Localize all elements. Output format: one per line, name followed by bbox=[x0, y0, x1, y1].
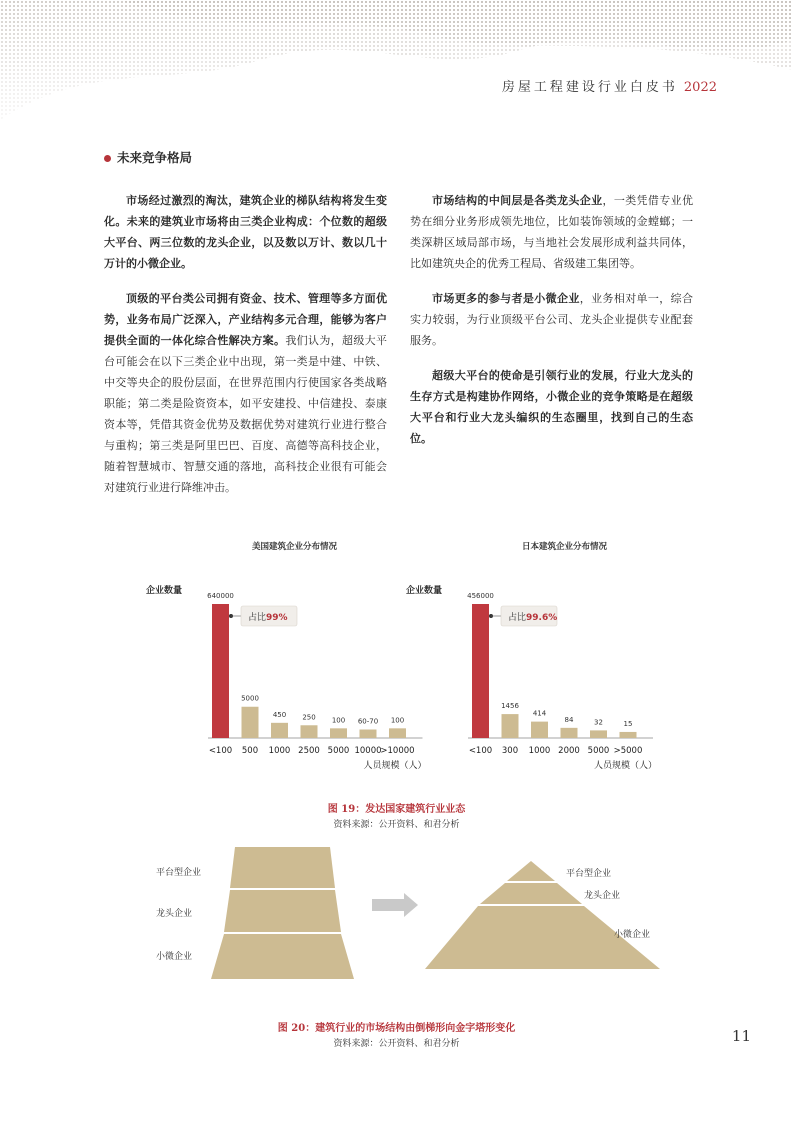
data-label-3: 84 bbox=[564, 715, 574, 724]
data-label-6: 100 bbox=[390, 716, 405, 725]
bar-3 bbox=[301, 725, 318, 738]
x-axis-label: 人员规模（人） bbox=[593, 761, 657, 771]
tick-label-4: 5000 bbox=[327, 746, 350, 756]
left-paragraph-1: 市场经过激烈的淘汰，建筑企业的梯队结构将发生变化。未来的建筑业市场将由三类企业构成：个位数的超级大平台、两三位数的龙头企业，以及数以万计、数以几十万计的小微企业。 bbox=[104, 194, 387, 270]
data-label-1: 1456 bbox=[501, 702, 519, 711]
japan-chart-svg bbox=[400, 536, 690, 781]
annotation-value: 99.6% bbox=[526, 613, 558, 623]
pyramid-middle bbox=[480, 883, 582, 904]
header-title bbox=[502, 76, 717, 95]
right-paragraph-1-bold: 市场结构的中间层是各类龙头企业 bbox=[432, 194, 603, 207]
bar-3 bbox=[561, 728, 578, 738]
tick-label-3: 2500 bbox=[298, 746, 320, 756]
right-label-small: 小微企业 bbox=[614, 930, 651, 940]
data-label-5: 60-70 bbox=[357, 717, 379, 726]
inverted-trapezoid-bottom bbox=[211, 934, 354, 979]
x-axis-label: 人员规模（人） bbox=[363, 761, 427, 771]
bar-1 bbox=[502, 714, 519, 738]
left-paragraph-2-bold: 顶级的平台类公司拥有资金、技术、管理等多方面优势，业务布局广泛深入，产业结构多元合理，能够为客户提供全面的一体化综合性解决方案。 bbox=[104, 292, 387, 347]
figure-20-title: 图 20：建筑行业的市场结构由倒梯形向金字塔形变化 bbox=[277, 1023, 516, 1034]
header-title-text: 房屋工程建设行业白皮书 bbox=[501, 80, 678, 95]
tick-label-2: 1000 bbox=[268, 746, 291, 756]
bar-5 bbox=[620, 732, 637, 738]
us-chart bbox=[140, 536, 430, 781]
bar-4 bbox=[330, 728, 347, 738]
section-title: 未来竞争格局 bbox=[117, 150, 193, 165]
bar-4 bbox=[590, 730, 607, 738]
data-label-0: 640000 bbox=[207, 592, 234, 600]
pyramid-top bbox=[507, 861, 555, 881]
data-label-5: 15 bbox=[623, 719, 633, 728]
left-label-small: 小微企业 bbox=[156, 952, 193, 962]
left-label-platform: 平台型企业 bbox=[156, 868, 202, 878]
tick-label-0: <100 bbox=[468, 746, 493, 756]
tick-label-5: >5000 bbox=[613, 746, 643, 756]
japan-chart bbox=[400, 536, 690, 781]
tick-label-4: 5000 bbox=[587, 746, 610, 756]
y-axis-label: 企业数量 bbox=[146, 586, 183, 596]
figure-20-caption bbox=[0, 1019, 793, 1049]
bar-0 bbox=[212, 604, 229, 738]
market-structure-diagram bbox=[0, 835, 793, 985]
data-label-3: 250 bbox=[302, 713, 316, 722]
tick-label-5: 10000 bbox=[354, 746, 382, 756]
arrow-right-icon bbox=[372, 893, 418, 917]
chart-title: 日本建筑企业分布情况 bbox=[522, 542, 608, 552]
tick-label-1: 500 bbox=[241, 746, 259, 756]
data-label-2: 414 bbox=[532, 709, 547, 718]
tick-label-3: 2000 bbox=[558, 746, 580, 756]
bullet-dot-icon bbox=[104, 155, 111, 162]
figure-20-source: 资料来源：公开资料、和君分析 bbox=[333, 1039, 460, 1049]
section-heading bbox=[104, 148, 192, 166]
annotation-text bbox=[248, 611, 288, 623]
bar-0 bbox=[472, 604, 489, 738]
inverted-trapezoid-top bbox=[230, 847, 335, 888]
data-label-2: 450 bbox=[272, 710, 287, 719]
left-column bbox=[104, 190, 387, 512]
right-label-platform: 平台型企业 bbox=[566, 869, 612, 879]
us-chart-svg bbox=[140, 536, 430, 781]
annotation-prefix: 占比 bbox=[248, 613, 267, 623]
tick-label-0: <100 bbox=[208, 746, 233, 756]
figure-19-caption bbox=[0, 800, 793, 830]
right-column bbox=[410, 190, 693, 463]
bar-2 bbox=[271, 723, 288, 738]
data-label-1: 5000 bbox=[241, 694, 259, 703]
right-paragraph-2-rest: ，业务相对单一，综合实力较弱，为行业顶级平台公司、龙头企业提供专业配套服务。 bbox=[410, 292, 694, 347]
annotation-text bbox=[508, 611, 557, 623]
left-paragraph-2-rest: 我们认为，超级大平台可能会在以下三类企业中出现，第一类是中建、中铁、中交等央企的股份层面，在世界范围内行使国家各类战略职能；第二类是险资资本，如平安建投、中信建投、泰康资本等，凭借其资金优势及数据优势对建筑行业进行整合与重构；第三类是阿里巴巴、百度、高德等高科技企业，随着智慧城市、智慧交通的落地，高科技企业很有可能会对建筑行业进行降维冲击。 bbox=[104, 334, 388, 494]
right-label-leader: 龙头企业 bbox=[584, 891, 621, 901]
tick-label-1: 300 bbox=[501, 746, 519, 756]
inverted-trapezoid-middle bbox=[224, 890, 341, 932]
y-axis-label: 企业数量 bbox=[406, 586, 443, 596]
left-label-leader: 龙头企业 bbox=[156, 909, 193, 919]
data-label-4: 32 bbox=[594, 718, 603, 727]
right-paragraph-3: 超级大平台的使命是引领行业的发展，行业大龙头的生存方式是构建协作网络，小微企业的竞争策略是在超级大平台和行业大龙头编织的生态圈里，找到自己的生态位。 bbox=[410, 369, 693, 445]
right-paragraph-2 bbox=[410, 288, 693, 351]
data-label-0: 456000 bbox=[467, 592, 494, 600]
right-paragraph-2-bold: 市场更多的参与者是小微企业 bbox=[432, 292, 580, 305]
figure-19-source: 资料来源：公开资料、和君分析 bbox=[333, 820, 460, 830]
header-year: 2022 bbox=[683, 80, 717, 95]
data-label-4: 100 bbox=[331, 716, 346, 725]
tick-label-6: >10000 bbox=[380, 746, 415, 756]
left-paragraph-2 bbox=[104, 288, 387, 498]
bar-1 bbox=[242, 707, 259, 738]
tick-label-2: 1000 bbox=[528, 746, 551, 756]
page-number: 11 bbox=[731, 1027, 751, 1045]
annotation-prefix: 占比 bbox=[508, 613, 527, 623]
chart-title: 美国建筑企业分布情况 bbox=[252, 542, 338, 552]
bar-5 bbox=[360, 730, 377, 738]
header-background bbox=[0, 0, 793, 150]
annotation-value: 99% bbox=[266, 613, 288, 623]
bar-2 bbox=[531, 722, 548, 738]
right-paragraph-1-rest: ，一类凭借专业优势在细分业务形成领先地位，比如装饰领域的金螳螂；一类深耕区域局部市场，与当地社会发展形成利益共同体，比如建筑央企的优秀工程局、省级建工集团等。 bbox=[410, 194, 694, 270]
figure-19-title: 图 19：发达国家建筑行业业态 bbox=[327, 804, 466, 815]
right-paragraph-1 bbox=[410, 190, 693, 274]
